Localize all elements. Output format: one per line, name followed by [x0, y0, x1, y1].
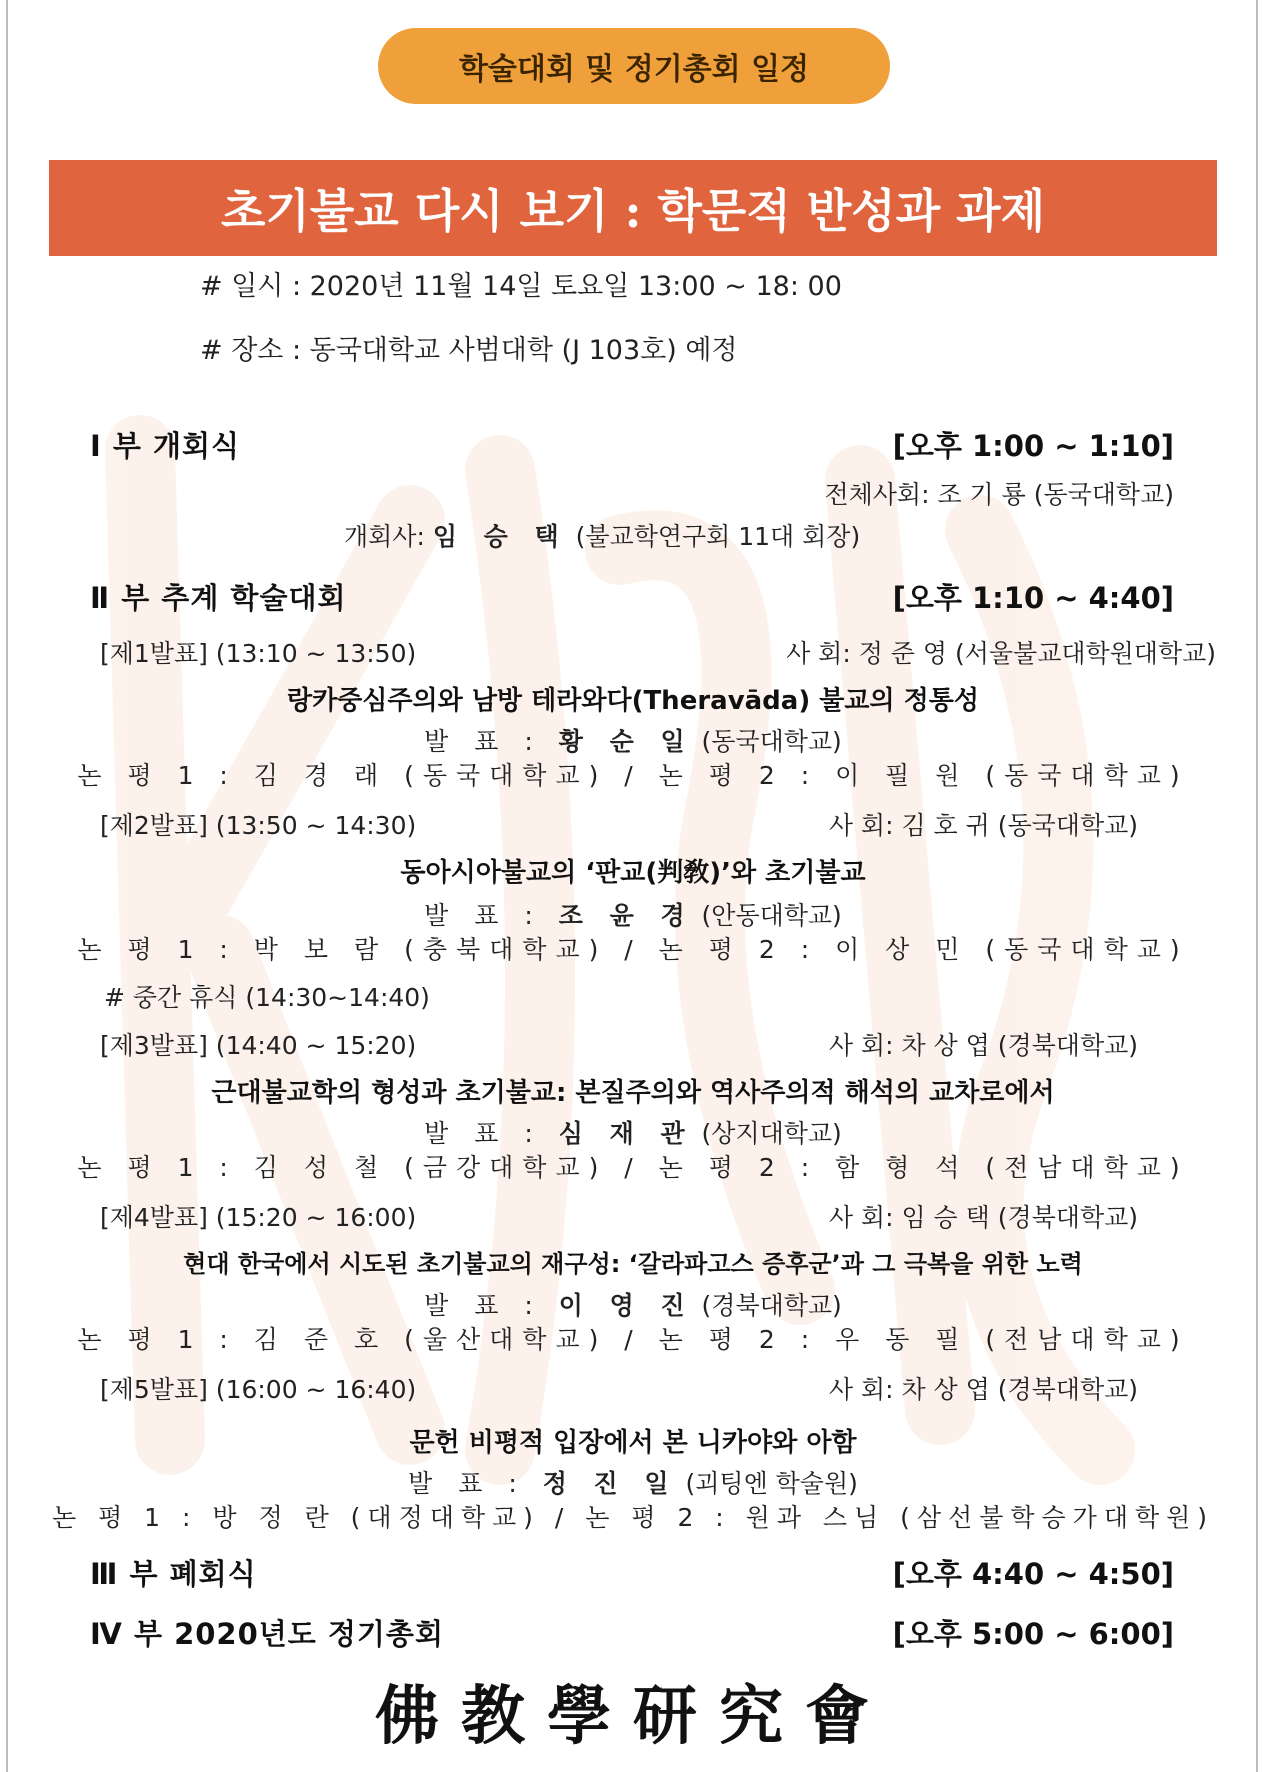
p4-slot: [제4발표] (15:20 ~ 16:00) — [100, 1203, 417, 1232]
part2-time: [오후 1:10 ~ 4:40] — [892, 581, 1174, 615]
p2-discussants: 논 평 1 : 박 보 람 (충북대학교) / 논 평 2 : 이 상 민 (동국대학교) — [77, 935, 1189, 964]
p2-presenter-name: 조 윤 경 — [558, 901, 694, 930]
p1-presenter-affil: (동국대학교) — [693, 727, 842, 756]
part1-moderator: 전체사회: 조 기 룡 (동국대학교) — [824, 480, 1174, 509]
p4-presenter-prefix: 발 표 : — [424, 1291, 559, 1320]
p2-slot: [제2발표] (13:50 ~ 14:30) — [100, 811, 417, 840]
p4-presenter-name: 이 영 진 — [558, 1291, 694, 1320]
p5-slot: [제5발표] (16:00 ~ 16:40) — [100, 1375, 417, 1404]
part1-time: [오후 1:00 ~ 1:10] — [892, 429, 1174, 463]
break-line: # 중간 휴식 (14:30~14:40) — [104, 983, 430, 1012]
p1-presenter-name: 황 순 일 — [558, 727, 694, 756]
p3-discussants: 논 평 1 : 김 성 철 (금강대학교) / 논 평 2 : 함 형 석 (전남대학교) — [77, 1153, 1189, 1182]
part3-label: Ⅲ 부 폐회식 — [90, 1557, 257, 1591]
p3-slot: [제3발표] (14:40 ~ 15:20) — [100, 1031, 417, 1060]
p1-discussants: 논 평 1 : 김 경 래 (동국대학교) / 논 평 2 : 이 필 원 (동국대학교) — [77, 761, 1189, 790]
p1-title: 랑카중심주의와 남방 테라와다(Theravāda) 불교의 정통성 — [286, 686, 980, 716]
p1-presenter — [49, 722, 1217, 758]
opening-speaker: 임 승 택 — [432, 522, 568, 551]
part1-opening — [344, 517, 860, 553]
p3-presenter-affil: (상지대학교) — [693, 1119, 842, 1148]
p1-slot: [제1발표] (13:10 ~ 13:50) — [100, 639, 417, 668]
p4-title: 현대 한국에서 시도된 초기불교의 재구성: ‘갈라파고스 증후군’과 그 극복을 위한 노력 — [183, 1250, 1083, 1278]
event-datetime: # 일시 : 2020년 11월 14일 토요일 13:00 ~ 18: 00 — [200, 271, 842, 302]
p5-title: 문헌 비평적 입장에서 본 니카야와 아함 — [409, 1428, 857, 1458]
part3-time: [오후 4:40 ~ 4:50] — [892, 1557, 1174, 1591]
p2-moderator: 사 회: 김 호 귀 (동국대학교) — [828, 811, 1138, 840]
p2-presenter — [49, 896, 1217, 932]
part4-label: Ⅳ 부 2020년도 정기총회 — [90, 1617, 444, 1651]
p3-title: 근대불교학의 형성과 초기불교: 본질주의와 역사주의적 해석의 교차로에서 — [211, 1078, 1055, 1108]
p5-presenter-prefix: 발 표 : — [408, 1469, 543, 1498]
part4-time: [오후 5:00 ~ 6:00] — [892, 1617, 1174, 1651]
p5-presenter — [49, 1464, 1217, 1500]
p5-presenter-name: 정 진 일 — [542, 1469, 678, 1498]
society-seal-logo — [200, 1680, 1066, 1750]
p4-presenter — [49, 1286, 1217, 1322]
part2-label: Ⅱ 부 추계 학술대회 — [90, 581, 347, 615]
p3-moderator: 사 회: 차 상 엽 (경북대학교) — [828, 1031, 1138, 1060]
opening-suffix: (불교학연구회 11대 회장) — [567, 522, 861, 551]
part1-label: Ⅰ 부 개회식 — [90, 429, 241, 463]
p3-presenter-prefix: 발 표 : — [424, 1119, 559, 1148]
p3-presenter-name: 심 재 관 — [558, 1119, 694, 1148]
event-place: # 장소 : 동국대학교 사범대학 (J 103호) 예정 — [200, 335, 738, 366]
p5-presenter-affil: (괴팅엔 학술원) — [677, 1469, 858, 1498]
p2-presenter-affil: (안동대학교) — [693, 901, 842, 930]
schedule-pill: 학술대회 및 정기총회 일정 — [378, 28, 890, 104]
p4-presenter-affil: (경북대학교) — [693, 1291, 842, 1320]
p1-presenter-prefix: 발 표 : — [424, 727, 559, 756]
p1-moderator: 사 회: 정 준 영 (서울불교대학원대학교) — [786, 639, 1216, 668]
p2-presenter-prefix: 발 표 : — [424, 901, 559, 930]
seal-text: 佛教學研究會 — [375, 1680, 891, 1750]
p4-discussants: 논 평 1 : 김 준 호 (울산대학교) / 논 평 2 : 우 동 필 (전남대학교) — [77, 1325, 1189, 1354]
p4-moderator: 사 회: 임 승 택 (경북대학교) — [828, 1203, 1138, 1232]
opening-prefix: 개회사: — [344, 522, 433, 551]
p5-moderator: 사 회: 차 상 엽 (경북대학교) — [828, 1375, 1138, 1404]
p2-title: 동아시아불교의 ‘판교(判敎)’와 초기불교 — [400, 858, 866, 888]
p5-discussants: 논 평 1 : 방 정 란 (대정대학교) / 논 평 2 : 원과 스님 (삼선불학승가대학원) — [51, 1503, 1215, 1532]
banner-title: 초기불교 다시 보기 : 학문적 반성과 과제 — [49, 160, 1217, 256]
p3-presenter — [49, 1114, 1217, 1150]
